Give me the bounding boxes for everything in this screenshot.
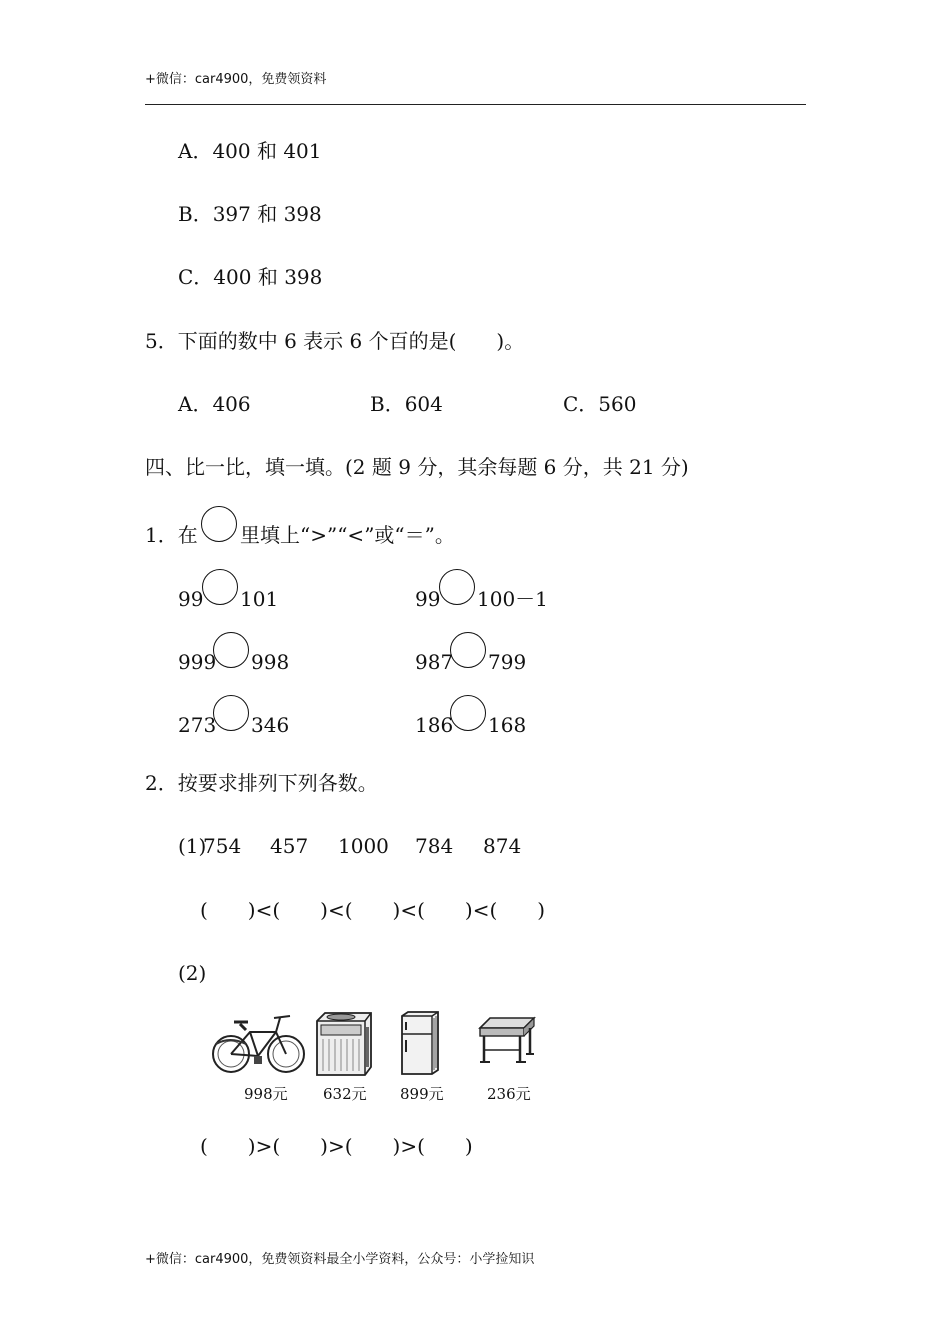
header-rule (145, 104, 806, 105)
page-header: +微信：car4900，免费领资料 (145, 72, 327, 87)
bicycle-price: 998元 (244, 1085, 288, 1103)
ascending-order-blanks[interactable]: ( )<( )<( )<( )<( ) (200, 898, 546, 922)
compare-circle[interactable] (202, 569, 238, 605)
compare-left: 186 (415, 713, 454, 737)
compare-left: 987 (415, 650, 454, 674)
compare-left: 99 (178, 587, 204, 611)
part2-label: (2) (178, 961, 207, 985)
compare-right: 100－1 (477, 587, 548, 611)
page-footer: +微信：car4900，免费领资料最全小学资料，公众号：小学捡知识 (145, 1252, 535, 1267)
compare-left: 99 (415, 587, 441, 611)
answer-circle-icon (201, 506, 237, 542)
compare-circle[interactable] (450, 695, 486, 731)
q1-suffix: 里填上“>”“<”或“＝”。 (240, 523, 455, 547)
number-item: 754 (203, 834, 242, 858)
compare-circle[interactable] (213, 695, 249, 731)
bicycle-icon (210, 1010, 306, 1076)
compare-right: 101 (240, 587, 279, 611)
compare-right: 799 (488, 650, 527, 674)
number-item: 874 (483, 834, 522, 858)
q5-option-c: C．560 (563, 392, 637, 416)
refrigerator-price: 899元 (400, 1085, 444, 1103)
compare-circle[interactable] (450, 632, 486, 668)
number-item: 457 (270, 834, 309, 858)
number-item: 1000 (338, 834, 389, 858)
option-a: A．400 和 401 (178, 139, 322, 163)
compare-circle[interactable] (213, 632, 249, 668)
q5-option-b: B．604 (370, 392, 443, 416)
compare-left: 999 (178, 650, 217, 674)
number-item: 784 (415, 834, 454, 858)
part1-label: (1) (178, 834, 207, 858)
compare-right: 346 (251, 713, 290, 737)
section-title: 四、比一比，填一填。(2 题 9 分，其余每题 6 分，共 21 分) (145, 455, 689, 479)
q1-prefix: 1．在 (145, 523, 198, 547)
option-c: C．400 和 398 (178, 265, 323, 289)
desk-icon (476, 1014, 536, 1070)
refrigerator-icon (398, 1010, 442, 1076)
descending-order-blanks[interactable]: ( )>( )>( )>( ) (200, 1134, 473, 1158)
compare-circle[interactable] (439, 569, 475, 605)
option-b: B．397 和 398 (178, 202, 322, 226)
washing-machine-icon (313, 1009, 375, 1077)
washing-machine-price: 632元 (323, 1085, 367, 1103)
q5-option-a: A．406 (178, 392, 251, 416)
question-5-stem: 5．下面的数中 6 表示 6 个百的是( )。 (145, 329, 525, 353)
compare-right: 168 (488, 713, 527, 737)
question-2-stem: 2．按要求排列下列各数。 (145, 771, 378, 795)
compare-left: 273 (178, 713, 217, 737)
desk-price: 236元 (487, 1085, 531, 1103)
compare-right: 998 (251, 650, 290, 674)
